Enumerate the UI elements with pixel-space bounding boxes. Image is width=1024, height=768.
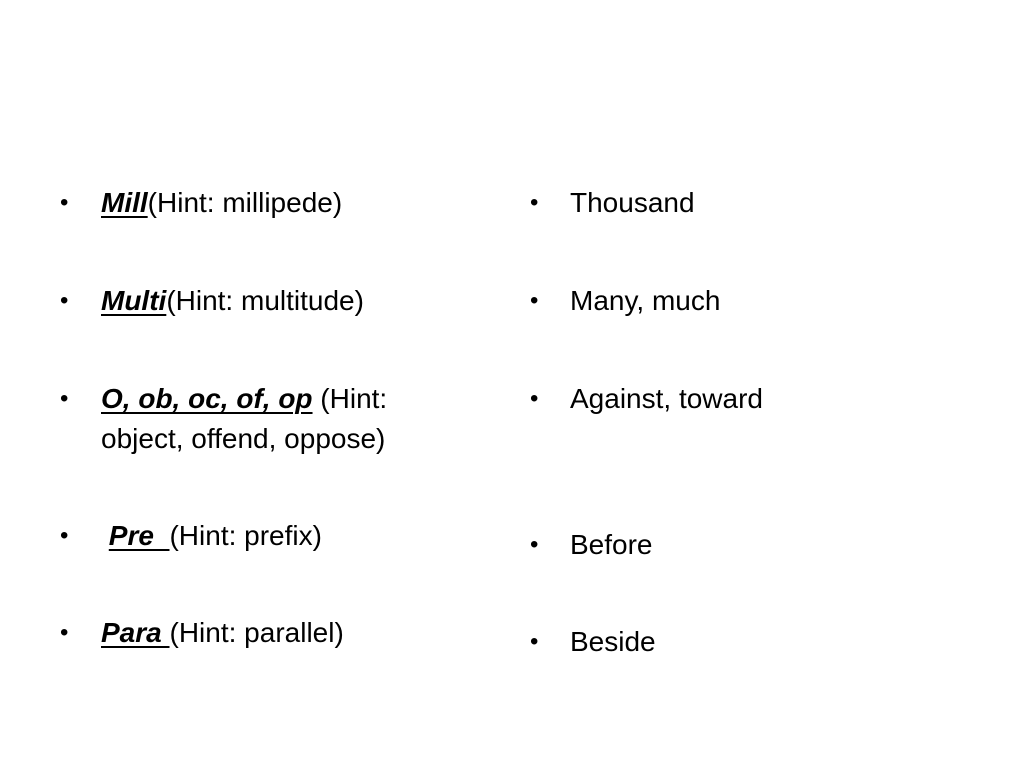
prefix-term: Para	[101, 617, 170, 648]
prefix-term: Mill	[101, 187, 148, 218]
bullet: •	[60, 189, 69, 216]
bullet: •	[530, 531, 539, 558]
meaning-text: Before	[570, 529, 653, 560]
bullet: •	[60, 287, 69, 314]
meaning-text: Thousand	[570, 187, 695, 218]
hint-text: (Hint: millipede)	[147, 187, 343, 218]
hint-text: (Hint: parallel)	[169, 617, 344, 648]
hint-text: (Hint: object, offend, oppose)	[101, 383, 388, 454]
item-text	[101, 613, 480, 653]
bullet: •	[60, 522, 69, 549]
item-text	[101, 379, 441, 459]
bullet: •	[530, 287, 539, 314]
meaning-text: Beside	[570, 626, 656, 657]
lead-space	[101, 520, 109, 551]
hint-text: (Hint: prefix)	[169, 520, 322, 551]
prefix-term: Pre	[108, 520, 170, 551]
item-text	[101, 183, 480, 223]
bullet: •	[60, 385, 69, 412]
prefix-term: O, ob, oc, of, op	[101, 383, 313, 414]
hint-text: (Hint: multitude)	[166, 285, 364, 316]
item-text	[101, 281, 480, 321]
prefix-term: Multi	[101, 285, 167, 316]
bullet: •	[530, 385, 539, 412]
bullet: •	[60, 619, 69, 646]
bullet: •	[530, 189, 539, 216]
meaning-text: Against, toward	[570, 383, 763, 414]
item-text	[101, 516, 480, 556]
bullet: •	[530, 628, 539, 655]
meaning-text: Many, much	[570, 285, 721, 316]
